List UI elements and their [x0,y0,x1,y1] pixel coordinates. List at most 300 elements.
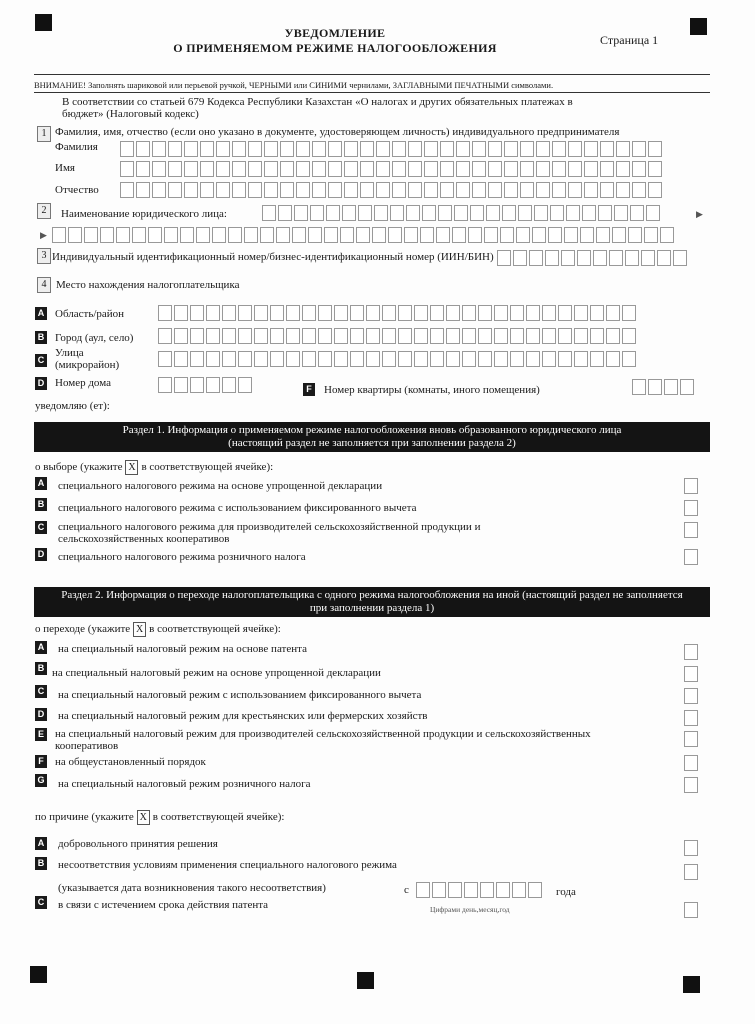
character-cell[interactable] [646,205,660,221]
character-cell[interactable] [190,351,204,367]
character-cell[interactable] [462,328,476,344]
character-cell[interactable] [388,227,402,243]
character-cell[interactable] [574,305,588,321]
character-cell[interactable] [358,205,372,221]
character-cell[interactable] [342,205,356,221]
character-cell[interactable] [350,328,364,344]
character-cell[interactable] [648,379,662,395]
character-cell[interactable] [641,250,655,266]
character-cell[interactable] [462,351,476,367]
character-cell[interactable] [590,328,604,344]
character-cell[interactable] [206,377,220,393]
city-cells[interactable] [158,328,636,344]
character-cell[interactable] [382,305,396,321]
character-cell[interactable] [254,305,268,321]
character-cell[interactable] [190,377,204,393]
character-cell[interactable] [222,305,236,321]
character-cell[interactable] [596,227,610,243]
character-cell[interactable] [296,161,310,177]
character-cell[interactable] [360,161,374,177]
character-cell[interactable] [628,227,642,243]
character-cell[interactable] [190,305,204,321]
character-cell[interactable] [568,182,582,198]
character-cell[interactable] [206,351,220,367]
character-cell[interactable] [294,205,308,221]
character-cell[interactable] [478,328,492,344]
character-cell[interactable] [334,328,348,344]
character-cell[interactable] [424,161,438,177]
character-cell[interactable] [344,141,358,157]
character-cell[interactable] [374,205,388,221]
character-cell[interactable] [622,351,636,367]
character-cell[interactable] [568,161,582,177]
character-cell[interactable] [414,328,428,344]
character-cell[interactable] [657,250,671,266]
character-cell[interactable] [350,351,364,367]
character-cell[interactable] [318,305,332,321]
character-cell[interactable] [470,205,484,221]
character-cell[interactable] [344,161,358,177]
option-checkbox[interactable] [684,755,698,771]
character-cell[interactable] [408,161,422,177]
character-cell[interactable] [232,161,246,177]
option-checkbox[interactable] [684,500,698,516]
character-cell[interactable] [528,882,542,898]
character-cell[interactable] [542,328,556,344]
character-cell[interactable] [238,351,252,367]
name-cells[interactable] [120,161,662,177]
character-cell[interactable] [406,205,420,221]
character-cell[interactable] [312,182,326,198]
character-cell[interactable] [276,227,290,243]
character-cell[interactable] [472,141,486,157]
character-cell[interactable] [280,161,294,177]
character-cell[interactable] [494,351,508,367]
character-cell[interactable] [472,161,486,177]
character-cell[interactable] [488,161,502,177]
character-cell[interactable] [616,182,630,198]
character-cell[interactable] [548,227,562,243]
character-cell[interactable] [312,161,326,177]
character-cell[interactable] [174,351,188,367]
character-cell[interactable] [584,141,598,157]
character-cell[interactable] [216,182,230,198]
character-cell[interactable] [558,328,572,344]
character-cell[interactable] [446,305,460,321]
company-name-cells[interactable] [262,205,660,221]
character-cell[interactable] [574,351,588,367]
character-cell[interactable] [648,182,662,198]
character-cell[interactable] [244,227,258,243]
character-cell[interactable] [552,141,566,157]
character-cell[interactable] [328,161,342,177]
character-cell[interactable] [180,227,194,243]
character-cell[interactable] [504,141,518,157]
character-cell[interactable] [222,377,236,393]
character-cell[interactable] [446,351,460,367]
character-cell[interactable] [600,161,614,177]
character-cell[interactable] [552,182,566,198]
character-cell[interactable] [510,351,524,367]
character-cell[interactable] [456,182,470,198]
character-cell[interactable] [430,305,444,321]
character-cell[interactable] [312,141,326,157]
character-cell[interactable] [120,161,134,177]
character-cell[interactable] [366,328,380,344]
character-cell[interactable] [558,305,572,321]
character-cell[interactable] [536,161,550,177]
character-cell[interactable] [310,205,324,221]
character-cell[interactable] [174,305,188,321]
character-cell[interactable] [532,227,546,243]
character-cell[interactable] [158,377,172,393]
option-checkbox[interactable] [684,549,698,565]
character-cell[interactable] [552,161,566,177]
character-cell[interactable] [542,351,556,367]
character-cell[interactable] [582,205,596,221]
character-cell[interactable] [222,351,236,367]
character-cell[interactable] [152,161,166,177]
character-cell[interactable] [302,351,316,367]
option-checkbox[interactable] [684,731,698,747]
character-cell[interactable] [286,328,300,344]
character-cell[interactable] [392,182,406,198]
character-cell[interactable] [512,882,526,898]
character-cell[interactable] [228,227,242,243]
character-cell[interactable] [232,182,246,198]
region-cells[interactable] [158,305,636,321]
character-cell[interactable] [328,182,342,198]
character-cell[interactable] [590,351,604,367]
option-checkbox[interactable] [684,710,698,726]
character-cell[interactable] [116,227,130,243]
character-cell[interactable] [382,351,396,367]
character-cell[interactable] [318,351,332,367]
character-cell[interactable] [526,351,540,367]
character-cell[interactable] [464,882,478,898]
character-cell[interactable] [600,182,614,198]
character-cell[interactable] [542,305,556,321]
character-cell[interactable] [564,227,578,243]
character-cell[interactable] [622,328,636,344]
street-cells[interactable] [158,351,636,367]
character-cell[interactable] [520,182,534,198]
character-cell[interactable] [302,328,316,344]
character-cell[interactable] [568,141,582,157]
iin-bin-cells[interactable] [497,250,687,266]
character-cell[interactable] [120,182,134,198]
character-cell[interactable] [158,328,172,344]
character-cell[interactable] [456,141,470,157]
character-cell[interactable] [518,205,532,221]
character-cell[interactable] [440,161,454,177]
character-cell[interactable] [158,351,172,367]
character-cell[interactable] [566,205,580,221]
character-cell[interactable] [648,161,662,177]
character-cell[interactable] [52,227,66,243]
character-cell[interactable] [486,205,500,221]
character-cell[interactable] [590,305,604,321]
character-cell[interactable] [598,205,612,221]
character-cell[interactable] [148,227,162,243]
character-cell[interactable] [168,141,182,157]
character-cell[interactable] [286,305,300,321]
character-cell[interactable] [454,205,468,221]
character-cell[interactable] [326,205,340,221]
character-cell[interactable] [606,328,620,344]
character-cell[interactable] [408,182,422,198]
character-cell[interactable] [168,161,182,177]
character-cell[interactable] [398,351,412,367]
character-cell[interactable] [416,882,430,898]
character-cell[interactable] [664,379,678,395]
character-cell[interactable] [480,882,494,898]
character-cell[interactable] [292,227,306,243]
option-checkbox[interactable] [684,840,698,856]
character-cell[interactable] [264,141,278,157]
character-cell[interactable] [158,305,172,321]
character-cell[interactable] [446,328,460,344]
character-cell[interactable] [334,305,348,321]
character-cell[interactable] [164,227,178,243]
character-cell[interactable] [468,227,482,243]
option-checkbox[interactable] [684,688,698,704]
character-cell[interactable] [136,161,150,177]
character-cell[interactable] [136,182,150,198]
character-cell[interactable] [414,351,428,367]
character-cell[interactable] [488,182,502,198]
character-cell[interactable] [414,305,428,321]
character-cell[interactable] [632,161,646,177]
character-cell[interactable] [630,205,644,221]
character-cell[interactable] [420,227,434,243]
character-cell[interactable] [328,141,342,157]
character-cell[interactable] [558,351,572,367]
character-cell[interactable] [529,250,543,266]
character-cell[interactable] [452,227,466,243]
character-cell[interactable] [574,328,588,344]
character-cell[interactable] [536,141,550,157]
character-cell[interactable] [424,141,438,157]
character-cell[interactable] [478,305,492,321]
option-checkbox[interactable] [684,666,698,682]
character-cell[interactable] [260,227,274,243]
character-cell[interactable] [494,305,508,321]
character-cell[interactable] [238,305,252,321]
character-cell[interactable] [494,328,508,344]
character-cell[interactable] [456,161,470,177]
character-cell[interactable] [644,227,658,243]
character-cell[interactable] [561,250,575,266]
character-cell[interactable] [622,305,636,321]
character-cell[interactable] [584,161,598,177]
character-cell[interactable] [238,328,252,344]
character-cell[interactable] [120,141,134,157]
character-cell[interactable] [376,161,390,177]
surname-cells[interactable] [120,141,662,157]
character-cell[interactable] [344,182,358,198]
house-cells[interactable] [158,377,252,393]
character-cell[interactable] [616,161,630,177]
character-cell[interactable] [360,141,374,157]
character-cell[interactable] [392,161,406,177]
character-cell[interactable] [488,141,502,157]
character-cell[interactable] [196,227,210,243]
character-cell[interactable] [248,182,262,198]
character-cell[interactable] [270,328,284,344]
patronymic-cells[interactable] [120,182,662,198]
character-cell[interactable] [308,227,322,243]
character-cell[interactable] [216,161,230,177]
character-cell[interactable] [280,182,294,198]
character-cell[interactable] [520,141,534,157]
character-cell[interactable] [584,182,598,198]
character-cell[interactable] [184,141,198,157]
character-cell[interactable] [232,141,246,157]
character-cell[interactable] [206,305,220,321]
character-cell[interactable] [254,351,268,367]
character-cell[interactable] [534,205,548,221]
character-cell[interactable] [430,328,444,344]
character-cell[interactable] [404,227,418,243]
character-cell[interactable] [264,182,278,198]
character-cell[interactable] [502,205,516,221]
character-cell[interactable] [212,227,226,243]
option-checkbox[interactable] [684,777,698,793]
character-cell[interactable] [484,227,498,243]
character-cell[interactable] [606,305,620,321]
option-checkbox[interactable] [684,902,698,918]
character-cell[interactable] [577,250,591,266]
character-cell[interactable] [152,182,166,198]
character-cell[interactable] [398,305,412,321]
character-cell[interactable] [497,250,511,266]
character-cell[interactable] [200,161,214,177]
character-cell[interactable] [280,141,294,157]
option-checkbox[interactable] [684,478,698,494]
character-cell[interactable] [660,227,674,243]
character-cell[interactable] [632,379,646,395]
character-cell[interactable] [504,161,518,177]
character-cell[interactable] [545,250,559,266]
character-cell[interactable] [609,250,623,266]
character-cell[interactable] [366,351,380,367]
character-cell[interactable] [222,328,236,344]
character-cell[interactable] [513,250,527,266]
character-cell[interactable] [184,161,198,177]
character-cell[interactable] [398,328,412,344]
character-cell[interactable] [632,182,646,198]
character-cell[interactable] [248,161,262,177]
character-cell[interactable] [520,161,534,177]
character-cell[interactable] [448,882,462,898]
character-cell[interactable] [262,205,276,221]
character-cell[interactable] [216,141,230,157]
character-cell[interactable] [424,182,438,198]
character-cell[interactable] [270,305,284,321]
character-cell[interactable] [526,328,540,344]
character-cell[interactable] [612,227,626,243]
character-cell[interactable] [593,250,607,266]
character-cell[interactable] [673,250,687,266]
character-cell[interactable] [334,351,348,367]
character-cell[interactable] [516,227,530,243]
character-cell[interactable] [286,351,300,367]
character-cell[interactable] [350,305,364,321]
character-cell[interactable] [190,328,204,344]
character-cell[interactable] [278,205,292,221]
character-cell[interactable] [296,182,310,198]
character-cell[interactable] [238,377,252,393]
option-checkbox[interactable] [684,864,698,880]
character-cell[interactable] [360,182,374,198]
character-cell[interactable] [614,205,628,221]
character-cell[interactable] [340,227,354,243]
character-cell[interactable] [478,351,492,367]
character-cell[interactable] [200,141,214,157]
character-cell[interactable] [606,351,620,367]
character-cell[interactable] [430,351,444,367]
character-cell[interactable] [625,250,639,266]
character-cell[interactable] [510,305,524,321]
character-cell[interactable] [496,882,510,898]
character-cell[interactable] [600,141,614,157]
character-cell[interactable] [136,141,150,157]
character-cell[interactable] [132,227,146,243]
character-cell[interactable] [392,141,406,157]
date-cells[interactable] [416,882,542,898]
character-cell[interactable] [376,182,390,198]
character-cell[interactable] [318,328,332,344]
character-cell[interactable] [376,141,390,157]
character-cell[interactable] [184,182,198,198]
character-cell[interactable] [438,205,452,221]
option-checkbox[interactable] [684,644,698,660]
character-cell[interactable] [248,141,262,157]
apartment-cells[interactable] [632,379,694,395]
character-cell[interactable] [440,141,454,157]
character-cell[interactable] [648,141,662,157]
character-cell[interactable] [264,161,278,177]
character-cell[interactable] [408,141,422,157]
character-cell[interactable] [366,305,380,321]
character-cell[interactable] [436,227,450,243]
character-cell[interactable] [382,328,396,344]
character-cell[interactable] [432,882,446,898]
character-cell[interactable] [84,227,98,243]
character-cell[interactable] [174,377,188,393]
character-cell[interactable] [526,305,540,321]
character-cell[interactable] [632,141,646,157]
character-cell[interactable] [422,205,436,221]
character-cell[interactable] [302,305,316,321]
character-cell[interactable] [440,182,454,198]
character-cell[interactable] [356,227,370,243]
character-cell[interactable] [168,182,182,198]
character-cell[interactable] [372,227,386,243]
character-cell[interactable] [206,328,220,344]
character-cell[interactable] [616,141,630,157]
character-cell[interactable] [504,182,518,198]
character-cell[interactable] [68,227,82,243]
character-cell[interactable] [174,328,188,344]
character-cell[interactable] [296,141,310,157]
character-cell[interactable] [100,227,114,243]
character-cell[interactable] [324,227,338,243]
company-name-cells-line2[interactable] [52,227,674,243]
character-cell[interactable] [500,227,514,243]
character-cell[interactable] [550,205,564,221]
